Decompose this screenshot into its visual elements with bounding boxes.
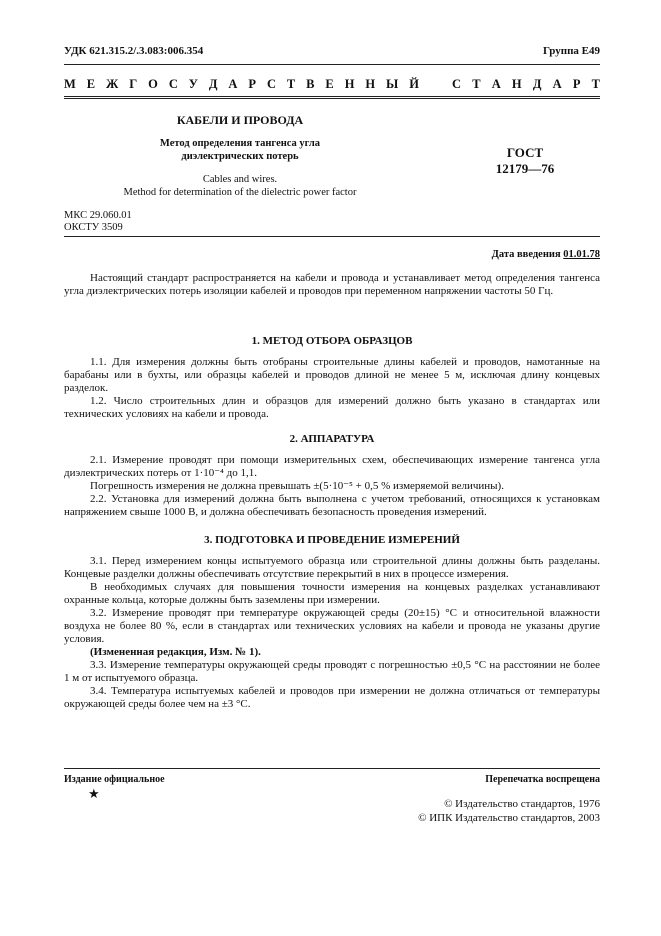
banner-word1-letter: С xyxy=(168,77,178,91)
para-1-1: 1.1. Для измерения должны быть отобраны строительные длины кабелей и проводов, намотанные на барабаны или в бухты, или образцы кабелей и проводов длиной не менее 5 м, исключая длину концевых разделок. xyxy=(64,356,600,394)
para-3-3: 3.3. Измерение температуры окружающей среды проводят с погрешностью ±0,5 °С на расстоянии не более 1 м от испытуемого образца. xyxy=(64,659,600,684)
gost-number xyxy=(470,145,580,177)
banner-word1-letter: Д xyxy=(208,77,218,91)
title-ru xyxy=(120,137,360,163)
title-en xyxy=(70,173,410,199)
copyright-1976: © Издательство стандартов, 1976 xyxy=(444,798,600,810)
banner-word2-letter: Т xyxy=(472,77,481,91)
banner-word2-letter: Д xyxy=(532,77,542,91)
banner-word2-letter: Т xyxy=(591,77,600,91)
date-value: 01.01.78 xyxy=(563,249,600,260)
banner-word1-letter: М xyxy=(64,77,76,91)
banner-rule xyxy=(64,96,600,99)
section-2-body xyxy=(64,454,600,519)
footer-rule xyxy=(64,768,600,769)
banner-word1-letter: Н xyxy=(365,77,376,91)
title-en-line2: Method for determination of the dielectric power factor xyxy=(123,187,357,198)
banner-word2-letter: А xyxy=(491,77,501,91)
banner-word-interstate xyxy=(64,77,419,92)
copyright-2003: © ИПК Издательство стандартов, 2003 xyxy=(418,812,600,824)
banner-word1-letter: Е xyxy=(86,77,96,91)
effective-date xyxy=(492,249,600,260)
date-label: Дата введения xyxy=(491,249,561,260)
title-ru-line2: диэлектрических потерь xyxy=(181,151,299,162)
banner-word2-letter: А xyxy=(552,77,562,91)
copyright xyxy=(418,797,600,825)
section-1-title: 1. МЕТОД ОТБОРА ОБРАЗЦОВ xyxy=(251,335,413,347)
standard-banner xyxy=(64,77,600,92)
banner-word-standard xyxy=(452,77,600,92)
section-2-title: 2. АППАРАТУРА xyxy=(289,433,375,445)
banner-word1-letter: Й xyxy=(409,77,419,91)
para-3-2: 3.2. Измерение проводят при температуре окружающей среды (20±15) °С и относительной влажности воздуха не более 80 %, если в стандартах или технических условиях на кабели и провода не указаны другие условия. xyxy=(64,607,600,645)
banner-word2-letter: С xyxy=(452,77,462,91)
para-2-1: 2.1. Измерение проводят при помощи измерительных схем, обеспечивающих измерение тангенса угла диэлектрических потерь от 1·10⁻⁴ до 1,1. xyxy=(64,454,600,479)
banner-word1-letter: Р xyxy=(248,77,257,91)
banner-word1-letter: А xyxy=(228,77,238,91)
okstu-code: ОКСТУ 3509 xyxy=(64,222,123,233)
reprint-prohibited: Перепечатка воспрещена xyxy=(485,774,600,785)
udk-code: УДК 621.315.2/.3.083:006.354 xyxy=(64,45,204,57)
section-3-body xyxy=(64,555,600,711)
banner-word1-letter: Ж xyxy=(106,77,119,91)
gost-code: 12179—76 xyxy=(495,161,555,176)
banner-word2-letter: Н xyxy=(511,77,522,91)
amendment-note: (Измененная редакция, Изм. № 1). xyxy=(90,646,261,658)
codes-rule xyxy=(64,236,600,237)
para-3-1b: В необходимых случаях для повышения точности измерения на концевых разделках устанавливают охранные кольца, которые должны быть заземлены при измерении. xyxy=(64,581,600,606)
banner-word1-letter: Н xyxy=(344,77,355,91)
banner-word1-letter: С xyxy=(266,77,276,91)
para-2-2: 2.2. Установка для измерений должна быть выполнена с учетом требований, относящихся к установкам напряжением свыше 1000 В, и должна обеспечивать безопасность проведения измерений. xyxy=(64,493,600,518)
banner-word1-letter: Т xyxy=(286,77,296,91)
para-2-1b: Погрешность измерения не должна превышать ±(5·10⁻⁵ + 0,5 % измеряемой величины). xyxy=(90,480,504,492)
para-1-2: 1.2. Число строительных длин и образцов для измерений должно быть указано в стандартах или технических условиях на кабели и провода. xyxy=(64,395,600,420)
banner-word1-letter: У xyxy=(188,77,198,91)
para-3-4: 3.4. Температура испытуемых кабелей и проводов при измерении не должна отличаться от температуры окружающей среды более чем на ±3 °С. xyxy=(64,685,600,710)
banner-word1-letter: В xyxy=(306,77,315,91)
banner-word1-letter: Г xyxy=(129,77,138,91)
mks-code: МКС 29.060.01 xyxy=(64,210,132,221)
banner-word2-letter: Р xyxy=(572,77,581,91)
banner-word1-letter: Е xyxy=(325,77,334,91)
classification-codes xyxy=(64,210,132,234)
para-3-1: 3.1. Перед измерением концы испытуемого образца или строительной длины должны быть разделаны. Концевые разделки должны обеспечивать отсутствие перекрытий в них в процессе измерения. xyxy=(64,555,600,580)
title-en-line1: Cables and wires. xyxy=(202,174,278,185)
intro-paragraph xyxy=(64,272,600,298)
header-rule xyxy=(64,64,600,65)
section-1-body xyxy=(64,356,600,421)
section-3-title: 3. ПОДГОТОВКА И ПРОВЕДЕНИЕ ИЗМЕРЕНИЙ xyxy=(204,534,460,546)
intro-text: Настоящий стандарт распространяется на кабели и провода и устанавливает метод определения тангенса угла диэлектрических потерь изоляции кабелей и проводов при переменном напряжении частоты 50 Гц. xyxy=(64,272,600,297)
group-code: Группа Е49 xyxy=(542,45,600,57)
document-title: КАБЕЛИ И ПРОВОДА xyxy=(176,113,304,127)
banner-word1-letter: Ы xyxy=(386,77,399,91)
banner-word1-letter: О xyxy=(148,77,158,91)
title-ru-line1: Метод определения тангенса угла xyxy=(159,138,321,149)
gost-label: ГОСТ xyxy=(506,145,544,160)
official-edition: Издание официальное xyxy=(64,774,165,785)
star-icon: ★ xyxy=(88,786,100,801)
